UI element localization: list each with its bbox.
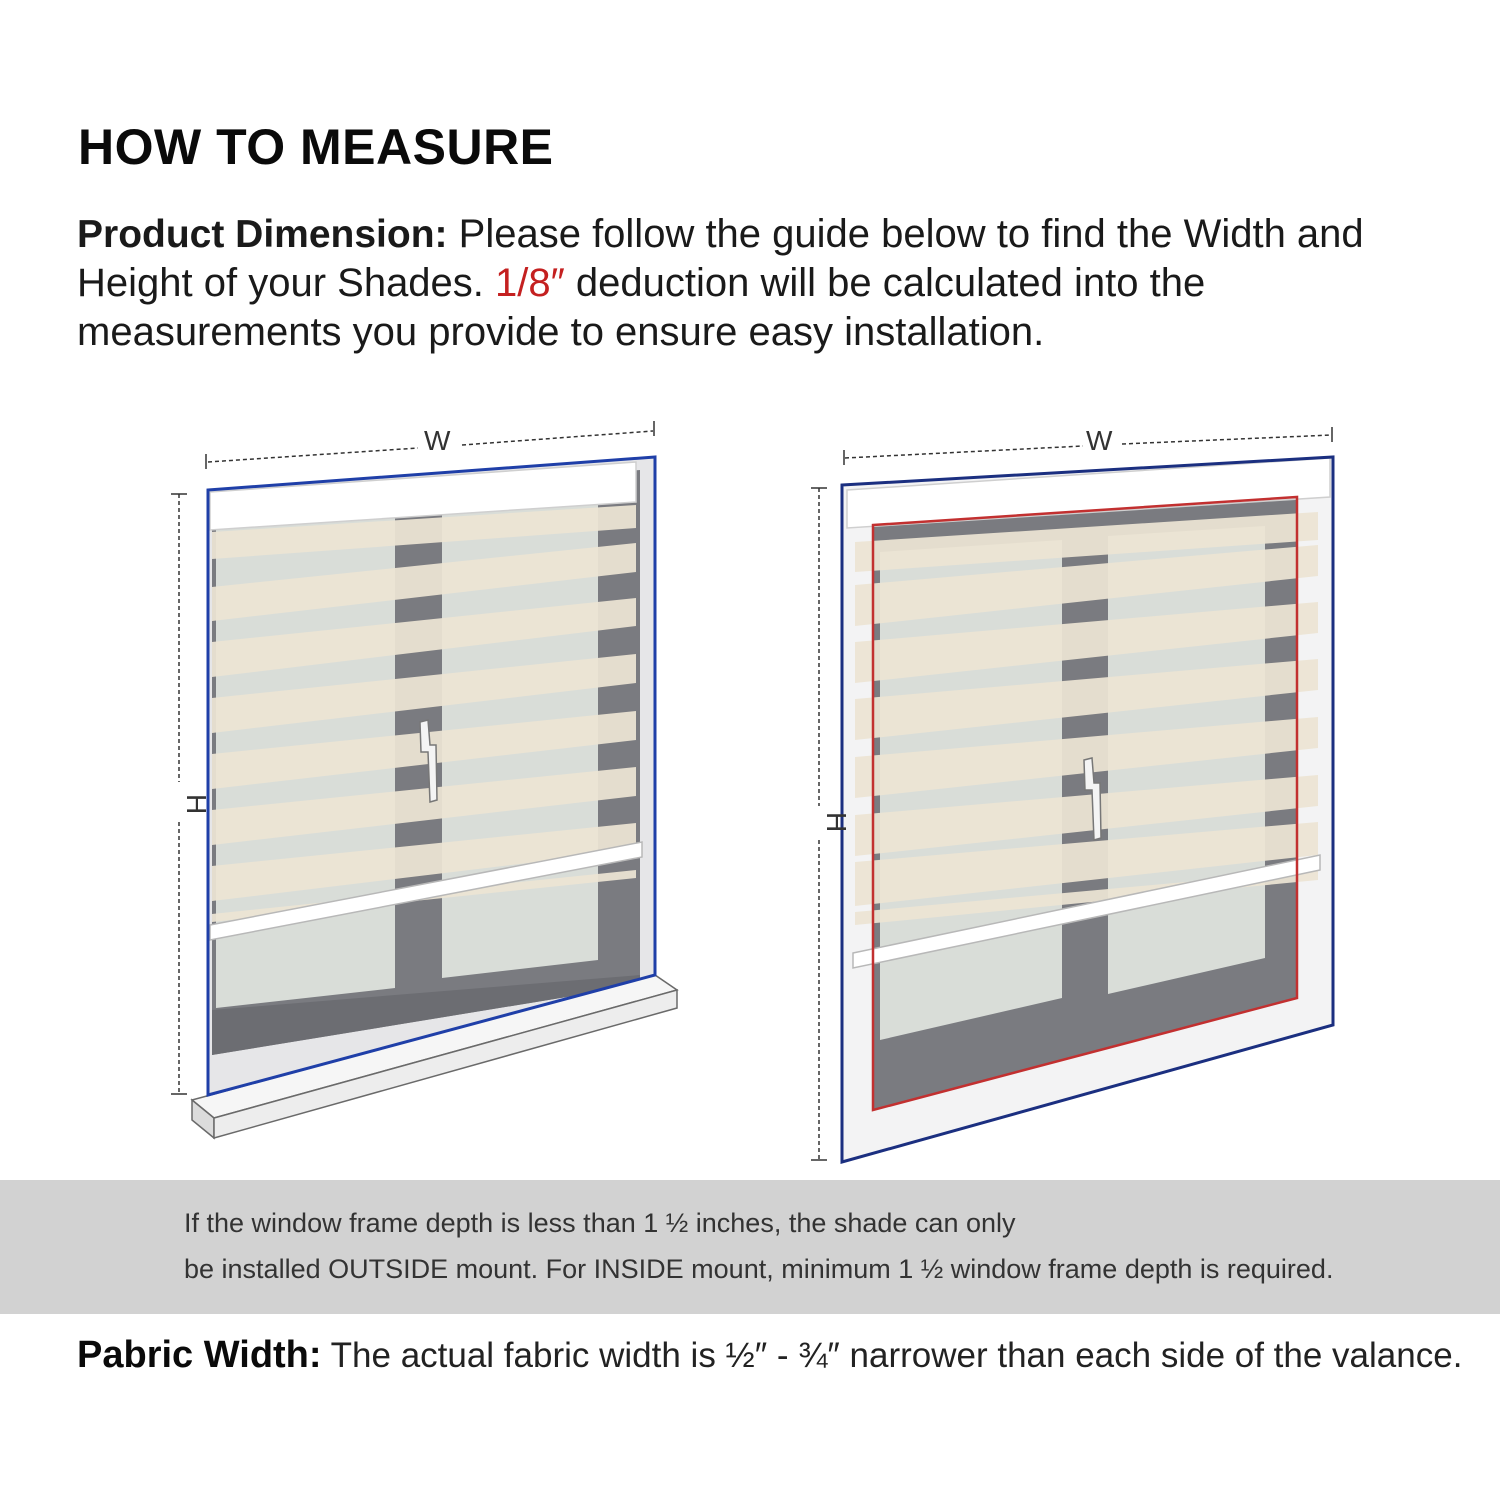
outside-height-label: H bbox=[821, 812, 852, 833]
inside-height-label: H bbox=[181, 794, 212, 815]
mount-note-line-2: be installed OUTSIDE mount. For INSIDE mount, minimum 1 ½ window frame depth is required. bbox=[184, 1254, 1334, 1284]
outside-width-label: W bbox=[1086, 425, 1113, 456]
measure-diagram bbox=[0, 400, 1500, 1180]
fabric-width-label: Pabric Width: bbox=[77, 1334, 322, 1376]
inside-mount-diagram bbox=[171, 421, 677, 1138]
product-dimension-paragraph bbox=[77, 210, 1437, 357]
inside-width-label: W bbox=[424, 425, 451, 456]
product-dimension-label: Product Dimension: bbox=[77, 213, 448, 256]
mount-note-line-1: If the window frame depth is less than 1 ½ inches, the shade can only bbox=[184, 1208, 1016, 1238]
mount-note-band bbox=[0, 1180, 1500, 1314]
page-title: HOW TO MEASURE bbox=[78, 119, 554, 175]
fabric-width-text: The actual fabric width is ½″ - ¾″ narrower than each side of the valance. bbox=[321, 1336, 1463, 1375]
fabric-width-note bbox=[77, 1334, 1462, 1377]
intro-text-after: deduction will be calculated into the measurements you provide to ensure easy installation. bbox=[77, 261, 1206, 354]
outside-mount-diagram bbox=[811, 425, 1333, 1162]
deduction-highlight: 1/8″ bbox=[495, 261, 565, 305]
intro-text-before: Please follow the guide below to find the Width and Height of your Shades. bbox=[77, 212, 1364, 305]
